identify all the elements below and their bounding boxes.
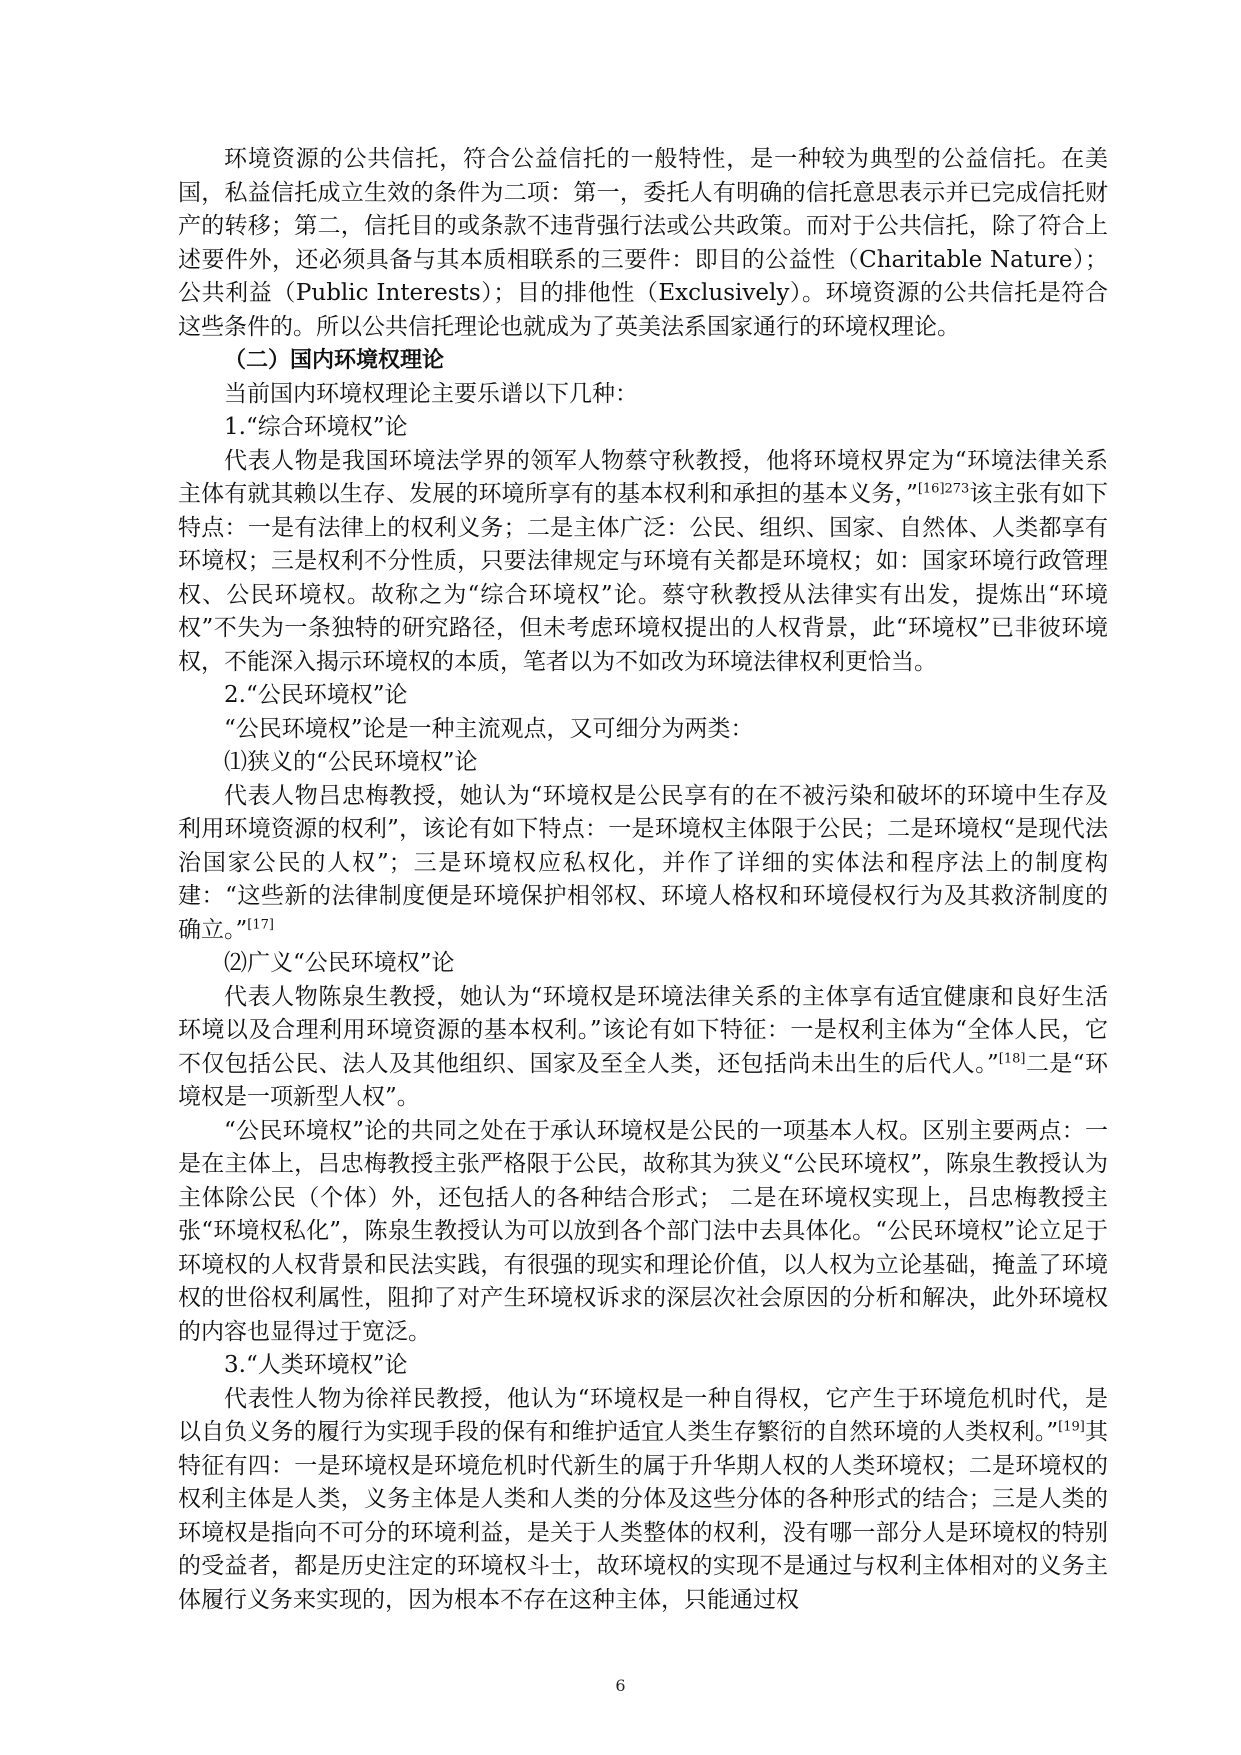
- subsection-title-2: 2.“公民环境权”论: [224, 682, 408, 708]
- paragraph-comparison: “公民环境权”论的共同之处在于承认环境权是公民的一项基本人权。区别主要两点：一是在主体上，吕忠梅教授主张严格限于公民，故称其为狭义“公民环境权”，陈泉生教授认为主体除公民（个体）外，还包括人的各种结合形式； 二是在环境权实现上，吕忠梅教授主张“环境权私化”，陈泉生教授认为可以放到各个部门法中去具体化。“公民环境权”论立足于环境权的人权背景和民法实践，有很强的现实和理论价值，以人权为立论基础，掩盖了环境权的世俗权利属性，阻抑了对产生环境权诉求的深层次社会原因的分析和解决，此外环境权的内容也显得过于宽泛。: [178, 1117, 1108, 1345]
- text-run: 二是“环境权是一项新型人权”。: [178, 1050, 1108, 1110]
- citation-ref: [16]273: [917, 481, 970, 497]
- subsection-title-3: 3.“人类环境权”论: [224, 1352, 408, 1378]
- subsection-title-1: 1.“综合环境权”论: [224, 414, 408, 440]
- citation-ref: [17]: [247, 916, 274, 932]
- citation-ref: [19]: [1058, 1419, 1085, 1435]
- text-run: 其特征有四：一是环境权是环境危机时代新生的属于升华期人权的人类环境权；二是环境权的权利主体是人类，义务主体是人类和人类的分体及这些分体的各种形式的结合；三是人类的环境权是指向不可分的环境利益，是关于人类整体的权利，没有哪一部分人是环境权的特别的受益者，都是历史注定的环境权斗士，故环境权的实现不是通过与权利主体相对的义务主体履行义务来实现的，因为根本不存在这种主体，只能通过权: [178, 1419, 1108, 1613]
- citation-ref: [18]: [998, 1050, 1026, 1066]
- text-run: 该主张有如下特点：一是有法律上的权利义务；二是主体广泛：公民、组织、国家、自然体、人类都享有环境权；三是权利不分性质，只要法律规定与环境有关都是环境权；如：国家环境行政管理权、公民环境权。故称之为“综合环境权”论。蔡守秋教授从法律实有出发，提炼出“环境权”不失为一条独特的研究路径，但未考虑环境权提出的人权背景，此“环境权”已非彼环境权，不能深入揭示环境权的本质，笔者以为不如改为环境法律权利更恰当。: [178, 481, 1108, 675]
- text-run: 代表人物是我国环境法学界的领军人物蔡守秋教授，他将环境权界定为“环境法律关系主体有就其赖以生存、发展的环境所享有的基本权利和承担的基本义务，”: [178, 447, 1108, 507]
- page-body: [178, 143, 1108, 1617]
- paragraph-comprehensive: [178, 445, 1108, 680]
- subsection-title-2a: ⑴狭义的“公民环境权”论: [224, 749, 478, 775]
- paragraph-citizen-intro: “公民环境权”论是一种主流观点，又可细分为两类：: [224, 715, 754, 742]
- paragraph-human: [178, 1383, 1108, 1618]
- text-run: 代表人物陈泉生教授，她认为“环境权是环境法律关系的主体享有适宜健康和良好生活环境以及合理利用环境资源的基本权利。”该论有如下特征：一是权利主体为“全体人民，它不仅包括公民、法人及其他组织、国家及至全人类，还包括尚未出生的后代人。”: [178, 983, 1108, 1077]
- paragraph-narrow: [178, 780, 1108, 948]
- page-number: 6: [615, 1676, 626, 1695]
- text-run: 代表人物吕忠梅教授，她认为“环境权是公民享有的在不被污染和破坏的环境中生存及利用环境资源的权利”，该论有如下特点：一是环境权主体限于公民；二是环境权“是现代法治国家公民的人权”；三是环境权应私权化，并作了详细的实体法和程序法上的制度构建：“这些新的法律制度便是环境保护相邻权、环境人格权和环境侵权行为及其救济制度的确立。”: [178, 782, 1108, 943]
- text-run: 代表性人物为徐祥民教授，他认为“环境权是一种自得权，它产生于环境危机时代，是以自负义务的履行为实现手段的保有和维护适宜人类生存繁衍的自然环境的人类权利。”: [178, 1385, 1108, 1445]
- paragraph-broad: [178, 981, 1108, 1115]
- paragraph-public-trust: 环境资源的公共信托，符合公益信托的一般特性，是一种较为典型的公益信托。在美国，私益信托成立生效的条件为二项：第一，委托人有明确的信托意思表示并已完成信托财产的转移；第二，信托目的或条款不违背强行法或公共政策。而对于公共信托，除了符合上述要件外，还必须具备与其本质相联系的三要件：即目的公益性（Charitable Nature）；公共利益（Public Interests）；目的排他性（Exclusively）。环境资源的公共信托是符合这些条件的。所以公共信托理论也就成为了英美法系国家通行的环境权理论。: [178, 146, 1108, 340]
- subsection-title-2b: ⑵广义“公民环境权”论: [224, 950, 455, 976]
- section-heading: （二）国内环境权理论: [224, 348, 445, 373]
- paragraph-intro: 当前国内环境权理论主要乐谱以下几种：: [224, 380, 638, 407]
